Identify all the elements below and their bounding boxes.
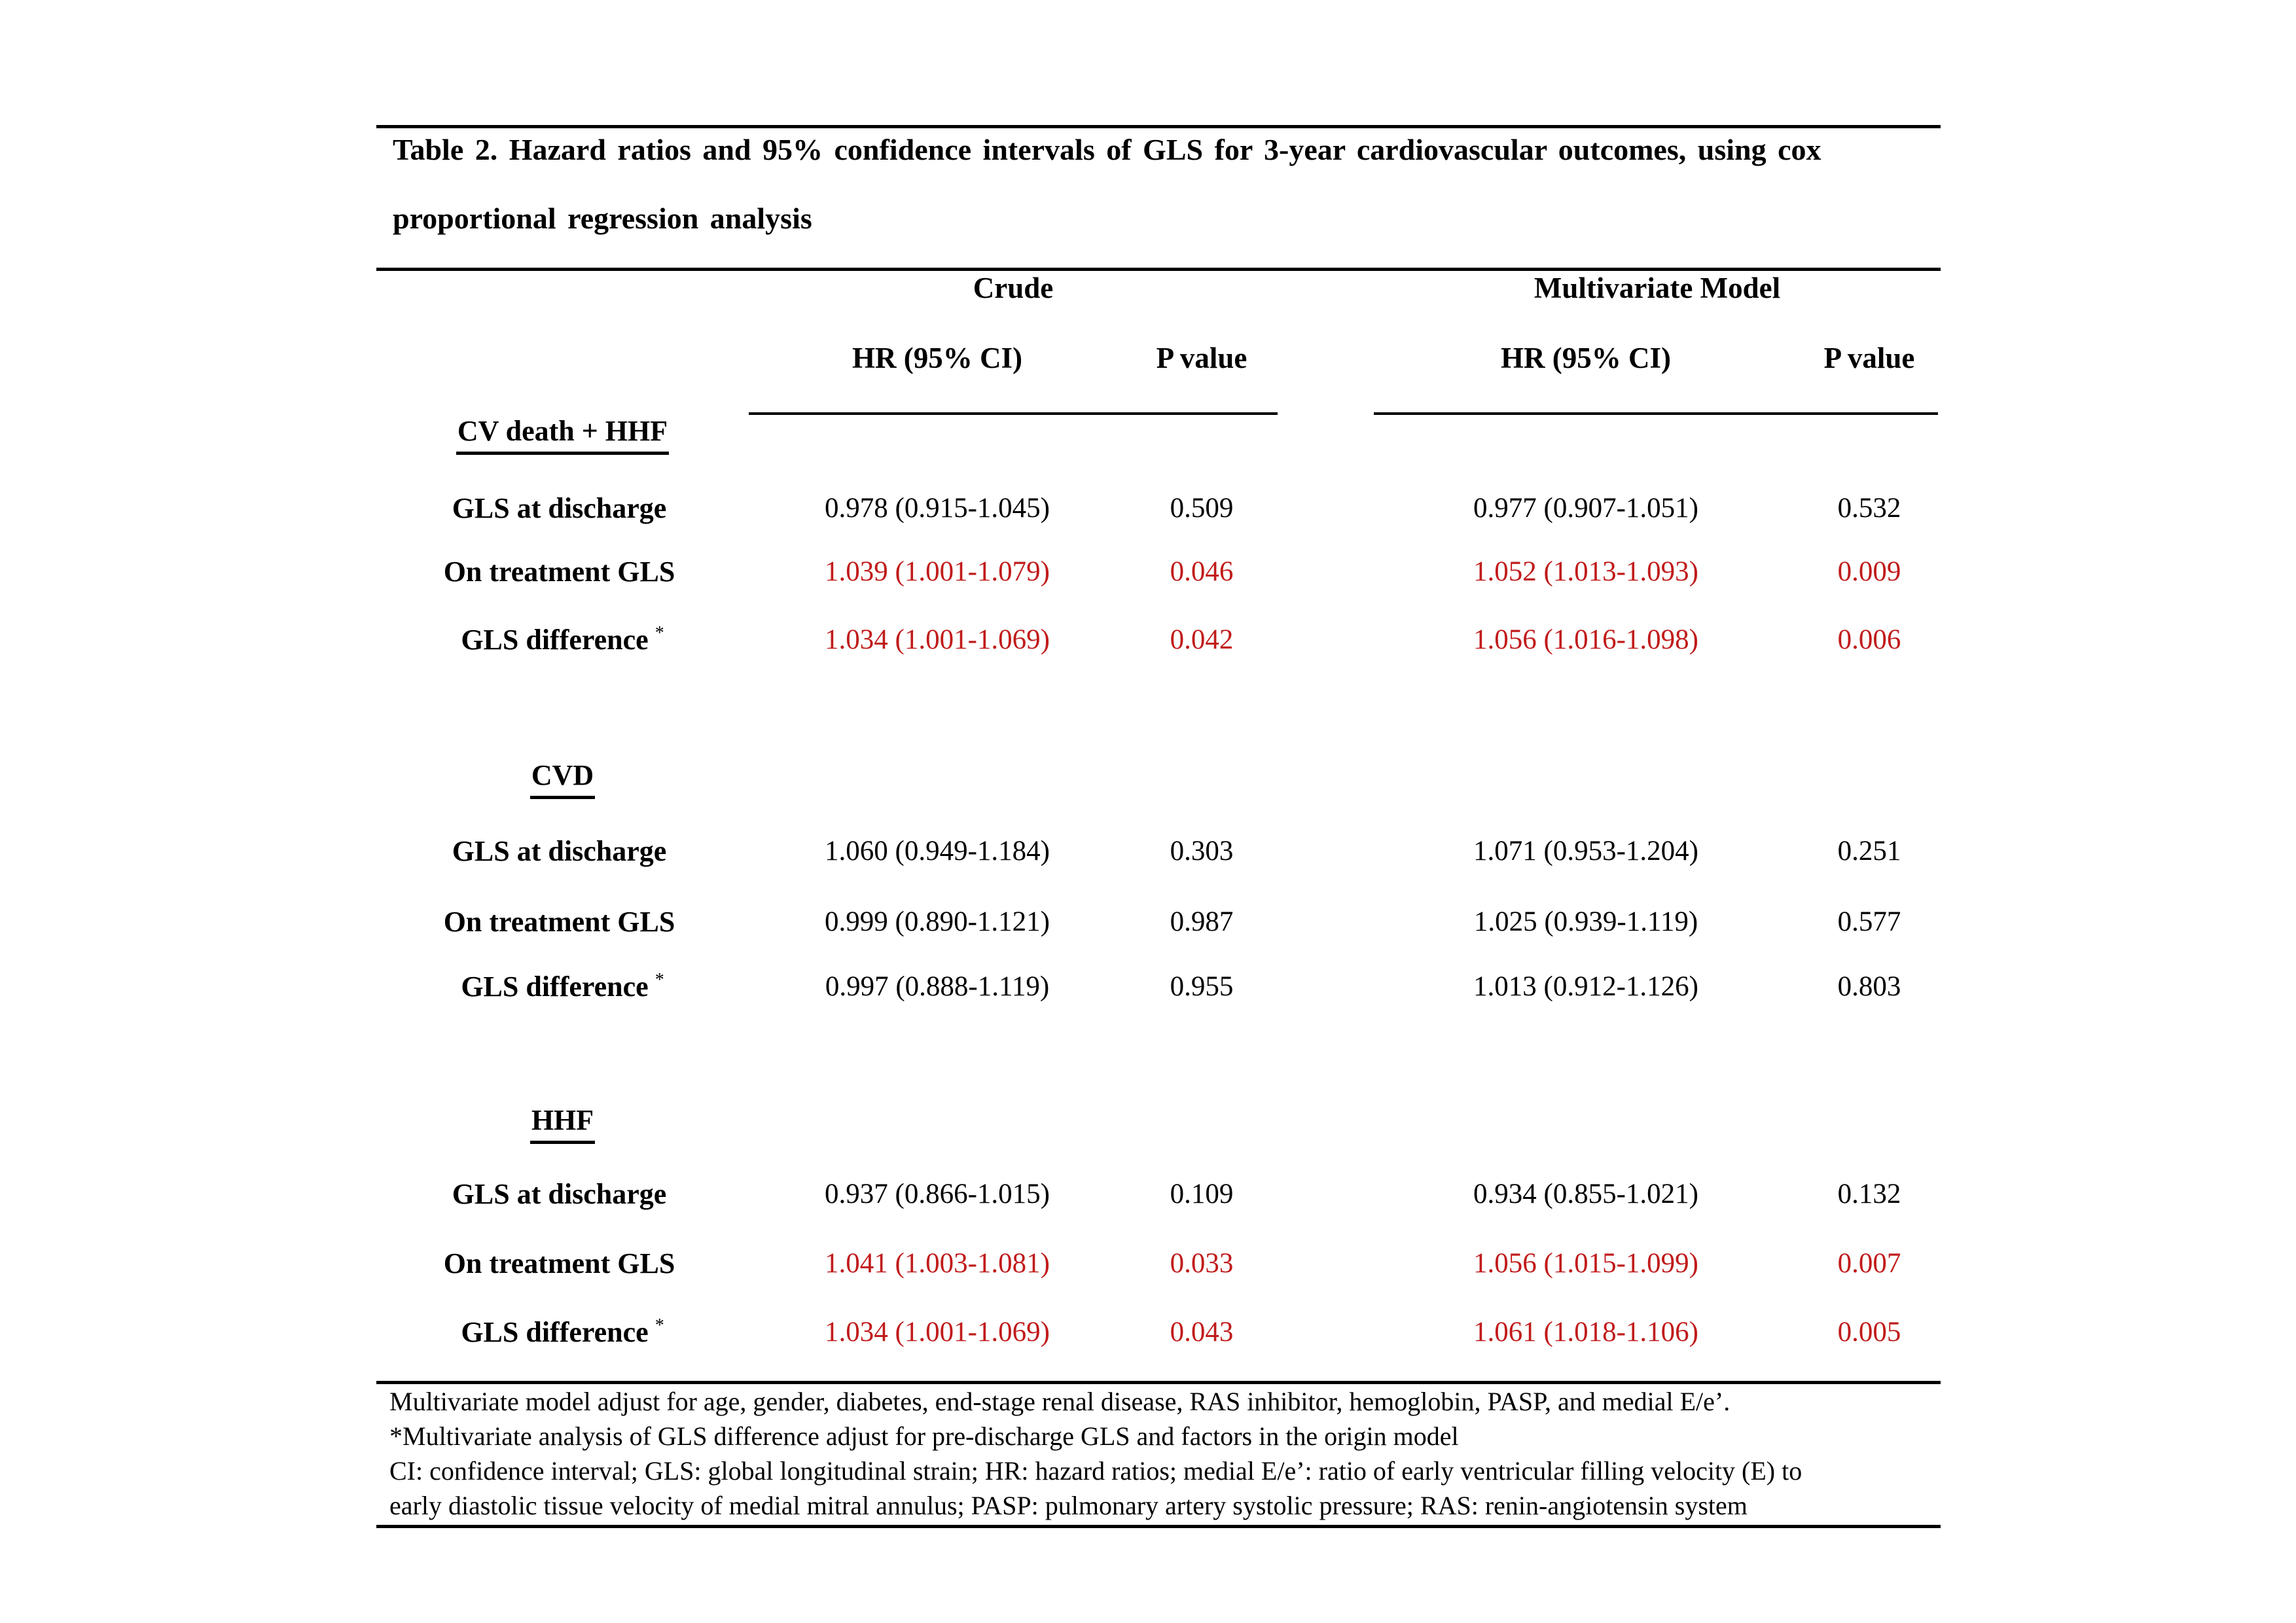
- footnote-marker: *: [655, 622, 664, 643]
- crude-hr-value: 0.937 (0.866-1.015): [825, 1178, 1050, 1209]
- crude-hr-value: 0.997 (0.888-1.119): [825, 971, 1050, 1002]
- mv-p-value: 0.577: [1837, 906, 1901, 937]
- mv-p-value: 0.006: [1837, 624, 1901, 655]
- mv-p-value: 0.803: [1837, 971, 1901, 1002]
- mv-hr-value: 1.056 (1.015-1.099): [1473, 1247, 1698, 1279]
- section-label: HHF: [530, 1103, 595, 1144]
- crude-hr-value: 0.999 (0.890-1.121): [825, 906, 1050, 937]
- row-label: GLS at discharge: [452, 1177, 667, 1210]
- mv-p-value: 0.009: [1837, 556, 1901, 587]
- crude-p-value: 0.043: [1170, 1316, 1234, 1347]
- column-header-crude-hr: HR (95% CI): [852, 342, 1022, 374]
- mv-p-value: 0.532: [1837, 492, 1901, 524]
- mv-hr-value: 1.025 (0.939-1.119): [1473, 906, 1698, 937]
- crude-p-value: 0.033: [1170, 1247, 1234, 1279]
- footnote-marker: *: [655, 969, 664, 990]
- mv-hr-value: 1.071 (0.953-1.204): [1473, 835, 1698, 866]
- section-header-cv-death-hhf: [376, 402, 1941, 467]
- table-row: [376, 954, 1941, 1019]
- footnote-line: CI: confidence interval; GLS: global longitudinal strain; HR: hazard ratios; medial E/e’: ratio of early ventricular filling velocity (E) to: [389, 1455, 1803, 1486]
- table-row: [376, 539, 1941, 604]
- column-header-crude-p: P value: [1156, 342, 1247, 374]
- row-label: GLS at discharge: [452, 491, 667, 524]
- mv-hr-value: 1.052 (1.013-1.093): [1473, 556, 1698, 587]
- crude-p-value: 0.042: [1170, 624, 1234, 655]
- crude-hr-value: 1.041 (1.003-1.081): [825, 1247, 1050, 1279]
- crude-hr-value: 1.034 (1.001-1.069): [825, 1316, 1050, 1347]
- crude-p-value: 0.303: [1170, 835, 1234, 866]
- section-header-cvd: [376, 746, 1941, 812]
- crude-p-value: 0.955: [1170, 971, 1234, 1002]
- footnote-line: early diastolic tissue velocity of medial mitral annulus; PASP: pulmonary artery systolic pressure; RAS: renin-angiotensin system: [389, 1490, 1748, 1520]
- table-row: [376, 1299, 1941, 1364]
- row-label: On treatment GLS: [443, 905, 675, 938]
- table-row: [376, 1230, 1941, 1296]
- table-bottom-rule: [376, 1525, 1941, 1528]
- column-group-multivariate: Multivariate Model: [1534, 272, 1781, 304]
- column-group-crude: Crude: [973, 272, 1054, 304]
- table-row: [376, 475, 1941, 541]
- mv-hr-value: 1.013 (0.912-1.126): [1473, 971, 1698, 1002]
- row-label: On treatment GLS: [443, 1247, 675, 1279]
- mv-hr-value: 1.056 (1.016-1.098): [1473, 624, 1698, 655]
- section-label: CV death + HHF: [456, 414, 669, 455]
- section-label: CVD: [530, 758, 595, 799]
- mv-p-value: 0.251: [1837, 835, 1901, 866]
- table-row: [376, 889, 1941, 954]
- crude-hr-value: 1.034 (1.001-1.069): [825, 624, 1050, 655]
- row-label: GLS at discharge: [452, 834, 667, 867]
- section-header-hhf: [376, 1091, 1941, 1156]
- table-title-line2: proportional regression analysis: [393, 201, 812, 235]
- mv-hr-value: 0.977 (0.907-1.051): [1473, 492, 1698, 524]
- table-row: [376, 1161, 1941, 1226]
- mv-p-value: 0.007: [1837, 1247, 1901, 1279]
- footnote-marker: *: [655, 1315, 664, 1336]
- table-title-line1: Table 2. Hazard ratios and 95% confidence intervals of GLS for 3-year cardiovascular outcomes, using cox: [393, 132, 1821, 166]
- crude-hr-value: 1.039 (1.001-1.079): [825, 556, 1050, 587]
- row-label: On treatment GLS: [443, 555, 675, 588]
- mv-p-value: 0.132: [1837, 1178, 1901, 1209]
- footnote-line: Multivariate model adjust for age, gender, diabetes, end-stage renal disease, RAS inhibitor, hemoglobin, PASP, and medial E/e’.: [389, 1386, 1731, 1416]
- column-header-mv-p: P value: [1823, 342, 1915, 374]
- row-label: GLS difference *: [461, 969, 664, 1003]
- mv-p-value: 0.005: [1837, 1316, 1901, 1347]
- table-row: [376, 607, 1941, 672]
- header-row: [376, 325, 1941, 391]
- crude-p-value: 0.987: [1170, 906, 1234, 937]
- mv-hr-value: 1.061 (1.018-1.106): [1473, 1316, 1698, 1347]
- crude-p-value: 0.046: [1170, 556, 1234, 587]
- footnote-line: *Multivariate analysis of GLS difference adjust for pre-discharge GLS and factors in the origin model: [389, 1421, 1459, 1451]
- row-label: GLS difference *: [461, 1315, 664, 1348]
- crude-hr-value: 1.060 (0.949-1.184): [825, 835, 1050, 866]
- mv-hr-value: 0.934 (0.855-1.021): [1473, 1178, 1698, 1209]
- crude-p-value: 0.509: [1170, 492, 1234, 524]
- crude-hr-value: 0.978 (0.915-1.045): [825, 492, 1050, 524]
- column-header-mv-hr: HR (95% CI): [1501, 342, 1671, 374]
- header-group-row: [376, 255, 1941, 321]
- crude-p-value: 0.109: [1170, 1178, 1234, 1209]
- row-label: GLS difference *: [461, 622, 664, 656]
- table-row: [376, 818, 1941, 883]
